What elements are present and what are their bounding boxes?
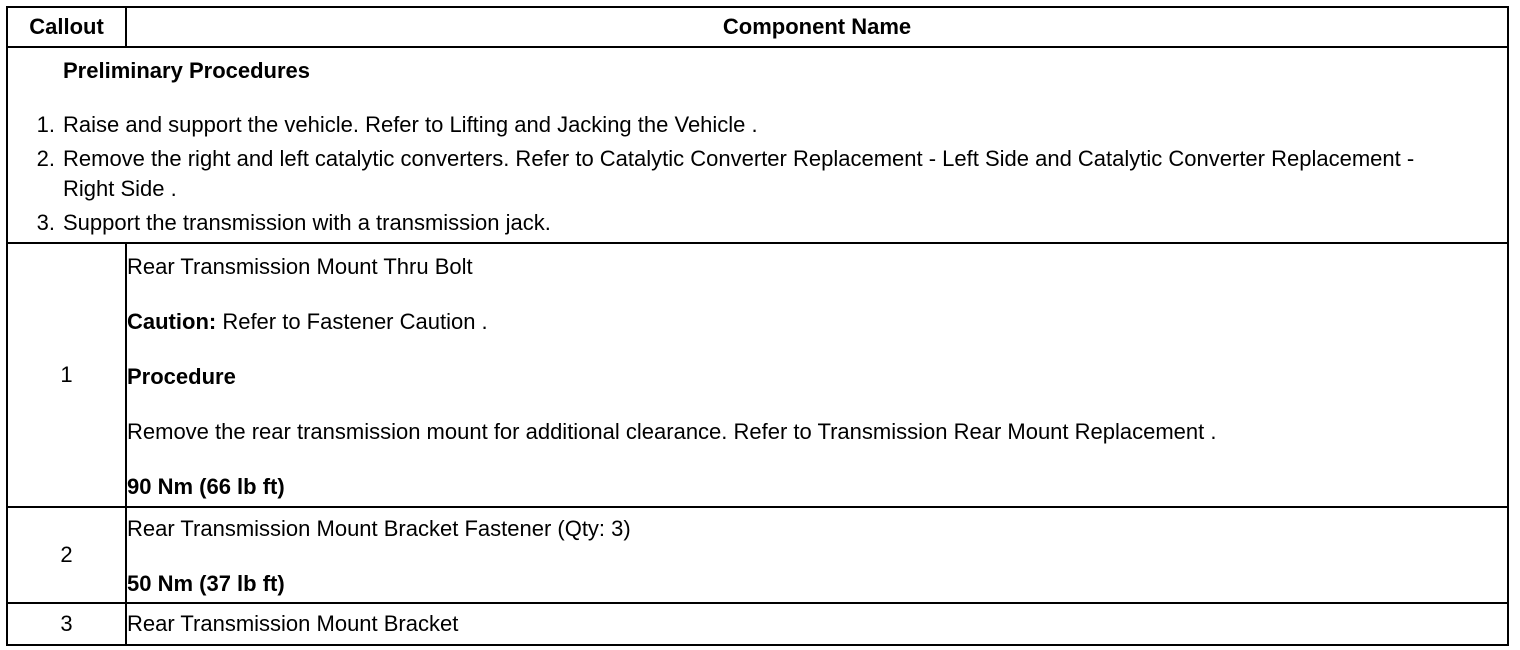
- preliminary-step: Raise and support the vehicle. Refer to Lifting and Jacking the Vehicle .: [63, 112, 758, 137]
- caution-text: Refer to Fastener Caution .: [216, 309, 488, 334]
- preliminary-title: Preliminary Procedures: [63, 58, 311, 83]
- component-cell: [126, 603, 1508, 645]
- torque-spec: 50 Nm (37 lb ft): [127, 571, 285, 596]
- callout-number: 1: [7, 243, 126, 507]
- preliminary-step: Remove the right and left catalytic converters. Refer to Catalytic Converter Replacement - Left Side and Catalytic Converter Replacement - Right Side .: [63, 146, 1415, 201]
- torque-spec: 90 Nm (66 lb ft): [127, 474, 285, 499]
- preliminary-step: Support the transmission with a transmission jack.: [63, 210, 551, 235]
- component-name: Rear Transmission Mount Bracket: [127, 611, 459, 636]
- preliminary-row: [7, 47, 1508, 243]
- caution-label: Caution:: [127, 309, 217, 334]
- component-cell: [126, 507, 1508, 603]
- table-row: [7, 507, 1508, 603]
- component-cell: [126, 243, 1508, 507]
- component-name: Rear Transmission Mount Bracket Fastener (Qty: 3): [127, 516, 631, 541]
- component-name-header: Component Name: [126, 7, 1508, 47]
- caution-note: [127, 307, 1507, 337]
- procedure-text: Remove the rear transmission mount for additional clearance. Refer to Transmission Rear Mount Replacement .: [127, 419, 1217, 444]
- table-row: [7, 603, 1508, 645]
- callout-header: Callout: [7, 7, 126, 47]
- callout-number: 2: [7, 507, 126, 603]
- table-row: [7, 243, 1508, 507]
- preliminary-steps: [8, 110, 1507, 238]
- callout-number: 3: [7, 603, 126, 645]
- procedure-label: Procedure: [127, 364, 236, 389]
- component-name: Rear Transmission Mount Thru Bolt: [127, 254, 473, 279]
- preliminary-procedures: [7, 47, 1508, 243]
- header-row: [7, 7, 1508, 47]
- component-table: [6, 6, 1509, 646]
